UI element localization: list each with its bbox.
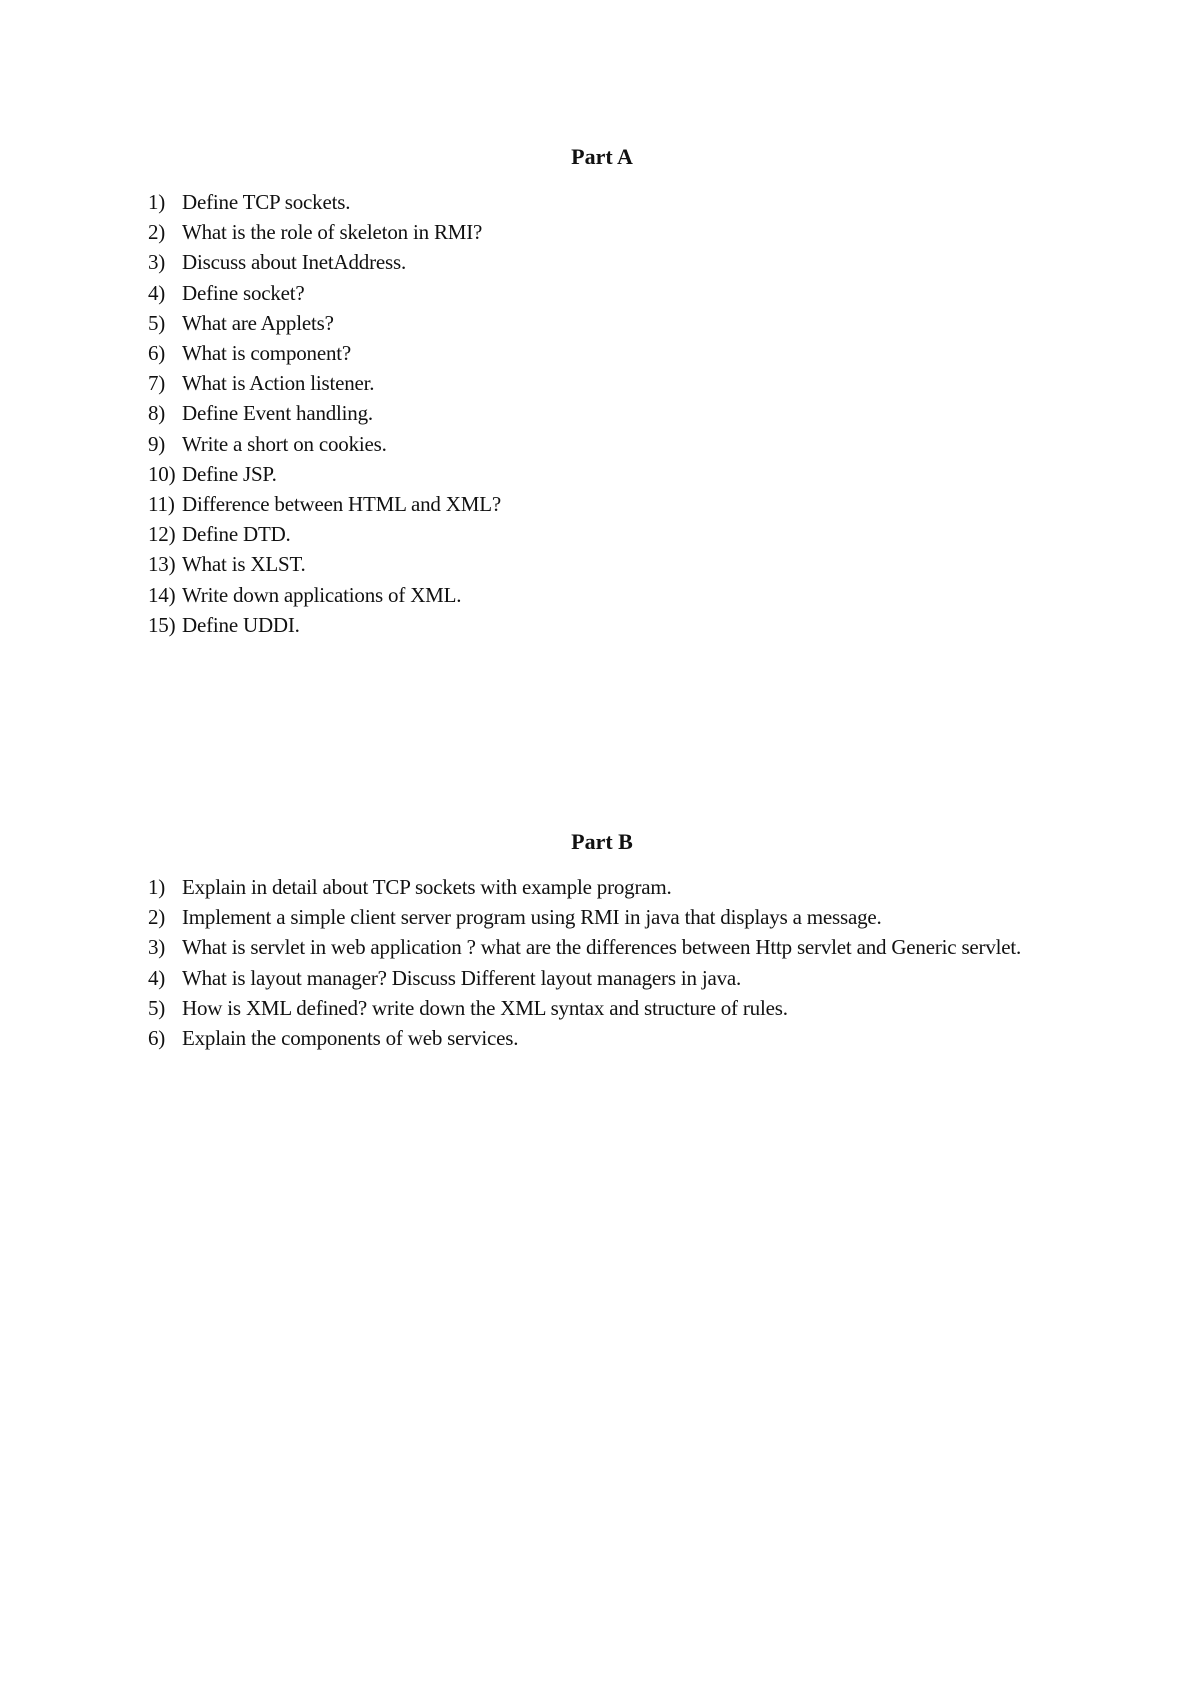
question-text: Implement a simple client server program using RMI in java that displays a message. xyxy=(182,905,882,930)
part-a-section xyxy=(148,143,1048,640)
question-item xyxy=(148,217,1048,247)
question-text: What is Action listener. xyxy=(182,371,375,396)
question-text: Define socket? xyxy=(182,280,305,305)
question-text: Discuss about InetAddress. xyxy=(182,250,407,275)
question-number: 2) xyxy=(148,905,166,930)
question-text: What are Applets? xyxy=(182,310,334,335)
question-number: 10) xyxy=(148,461,176,486)
question-text: What is the role of skeleton in RMI? xyxy=(182,220,483,245)
question-number: 6) xyxy=(148,1026,166,1051)
question-item xyxy=(148,993,1048,1023)
question-item xyxy=(148,963,1048,993)
question-number: 6) xyxy=(148,341,166,366)
question-item xyxy=(148,278,1048,308)
question-text: Define JSP. xyxy=(182,461,277,486)
question-text: Explain in detail about TCP sockets with example program. xyxy=(182,875,672,899)
part-b-question-list xyxy=(148,872,1048,1053)
question-item xyxy=(148,610,1048,640)
question-number: 14) xyxy=(148,582,176,607)
question-text: Define TCP sockets. xyxy=(182,190,351,214)
question-text: Difference between HTML and XML? xyxy=(182,492,501,517)
question-item xyxy=(148,187,1048,217)
question-item xyxy=(148,338,1048,368)
question-number: 1) xyxy=(148,875,166,899)
question-item xyxy=(148,368,1048,398)
question-number: 4) xyxy=(148,965,166,990)
part-a-heading: Part A xyxy=(571,144,633,169)
question-text: What is component? xyxy=(182,341,352,366)
question-number: 7) xyxy=(148,371,166,396)
question-item xyxy=(148,247,1048,277)
question-text: What is XLST. xyxy=(182,552,306,577)
question-item xyxy=(148,872,1048,902)
question-number: 11) xyxy=(148,492,175,517)
question-item xyxy=(148,459,1048,489)
question-item xyxy=(148,549,1048,579)
question-item xyxy=(148,1023,1048,1053)
question-text: What is layout manager? Discuss Different layout managers in java. xyxy=(182,965,742,990)
part-b-heading: Part B xyxy=(571,829,633,854)
question-number: 3) xyxy=(148,250,166,275)
question-number: 5) xyxy=(148,995,166,1020)
question-number: 15) xyxy=(148,612,176,637)
question-text: Define UDDI. xyxy=(182,612,300,637)
question-number: 12) xyxy=(148,522,176,547)
part-a-question-list xyxy=(148,187,1048,640)
question-text: Explain the components of web services. xyxy=(182,1026,519,1051)
question-item xyxy=(148,429,1048,459)
question-item xyxy=(148,398,1048,428)
question-number: 2) xyxy=(148,220,166,245)
question-number: 1) xyxy=(148,190,166,214)
question-number: 8) xyxy=(148,401,166,426)
question-number: 9) xyxy=(148,431,166,456)
question-number: 4) xyxy=(148,280,166,305)
question-number: 13) xyxy=(148,552,176,577)
question-text: Write down applications of XML. xyxy=(182,582,462,607)
question-text: What is servlet in web application ? what are the differences between Http servlet and Generic servlet. xyxy=(182,935,1022,960)
question-item xyxy=(148,932,1048,962)
question-text: Write a short on cookies. xyxy=(182,431,387,456)
part-b-section xyxy=(148,828,1048,1053)
question-item xyxy=(148,489,1048,519)
question-text: Define DTD. xyxy=(182,522,291,547)
question-number: 3) xyxy=(148,935,166,960)
question-number: 5) xyxy=(148,310,166,335)
question-item xyxy=(148,902,1048,932)
question-item xyxy=(148,580,1048,610)
question-item xyxy=(148,308,1048,338)
question-item xyxy=(148,519,1048,549)
question-text: Define Event handling. xyxy=(182,401,373,426)
question-text: How is XML defined? write down the XML syntax and structure of rules. xyxy=(182,995,788,1020)
